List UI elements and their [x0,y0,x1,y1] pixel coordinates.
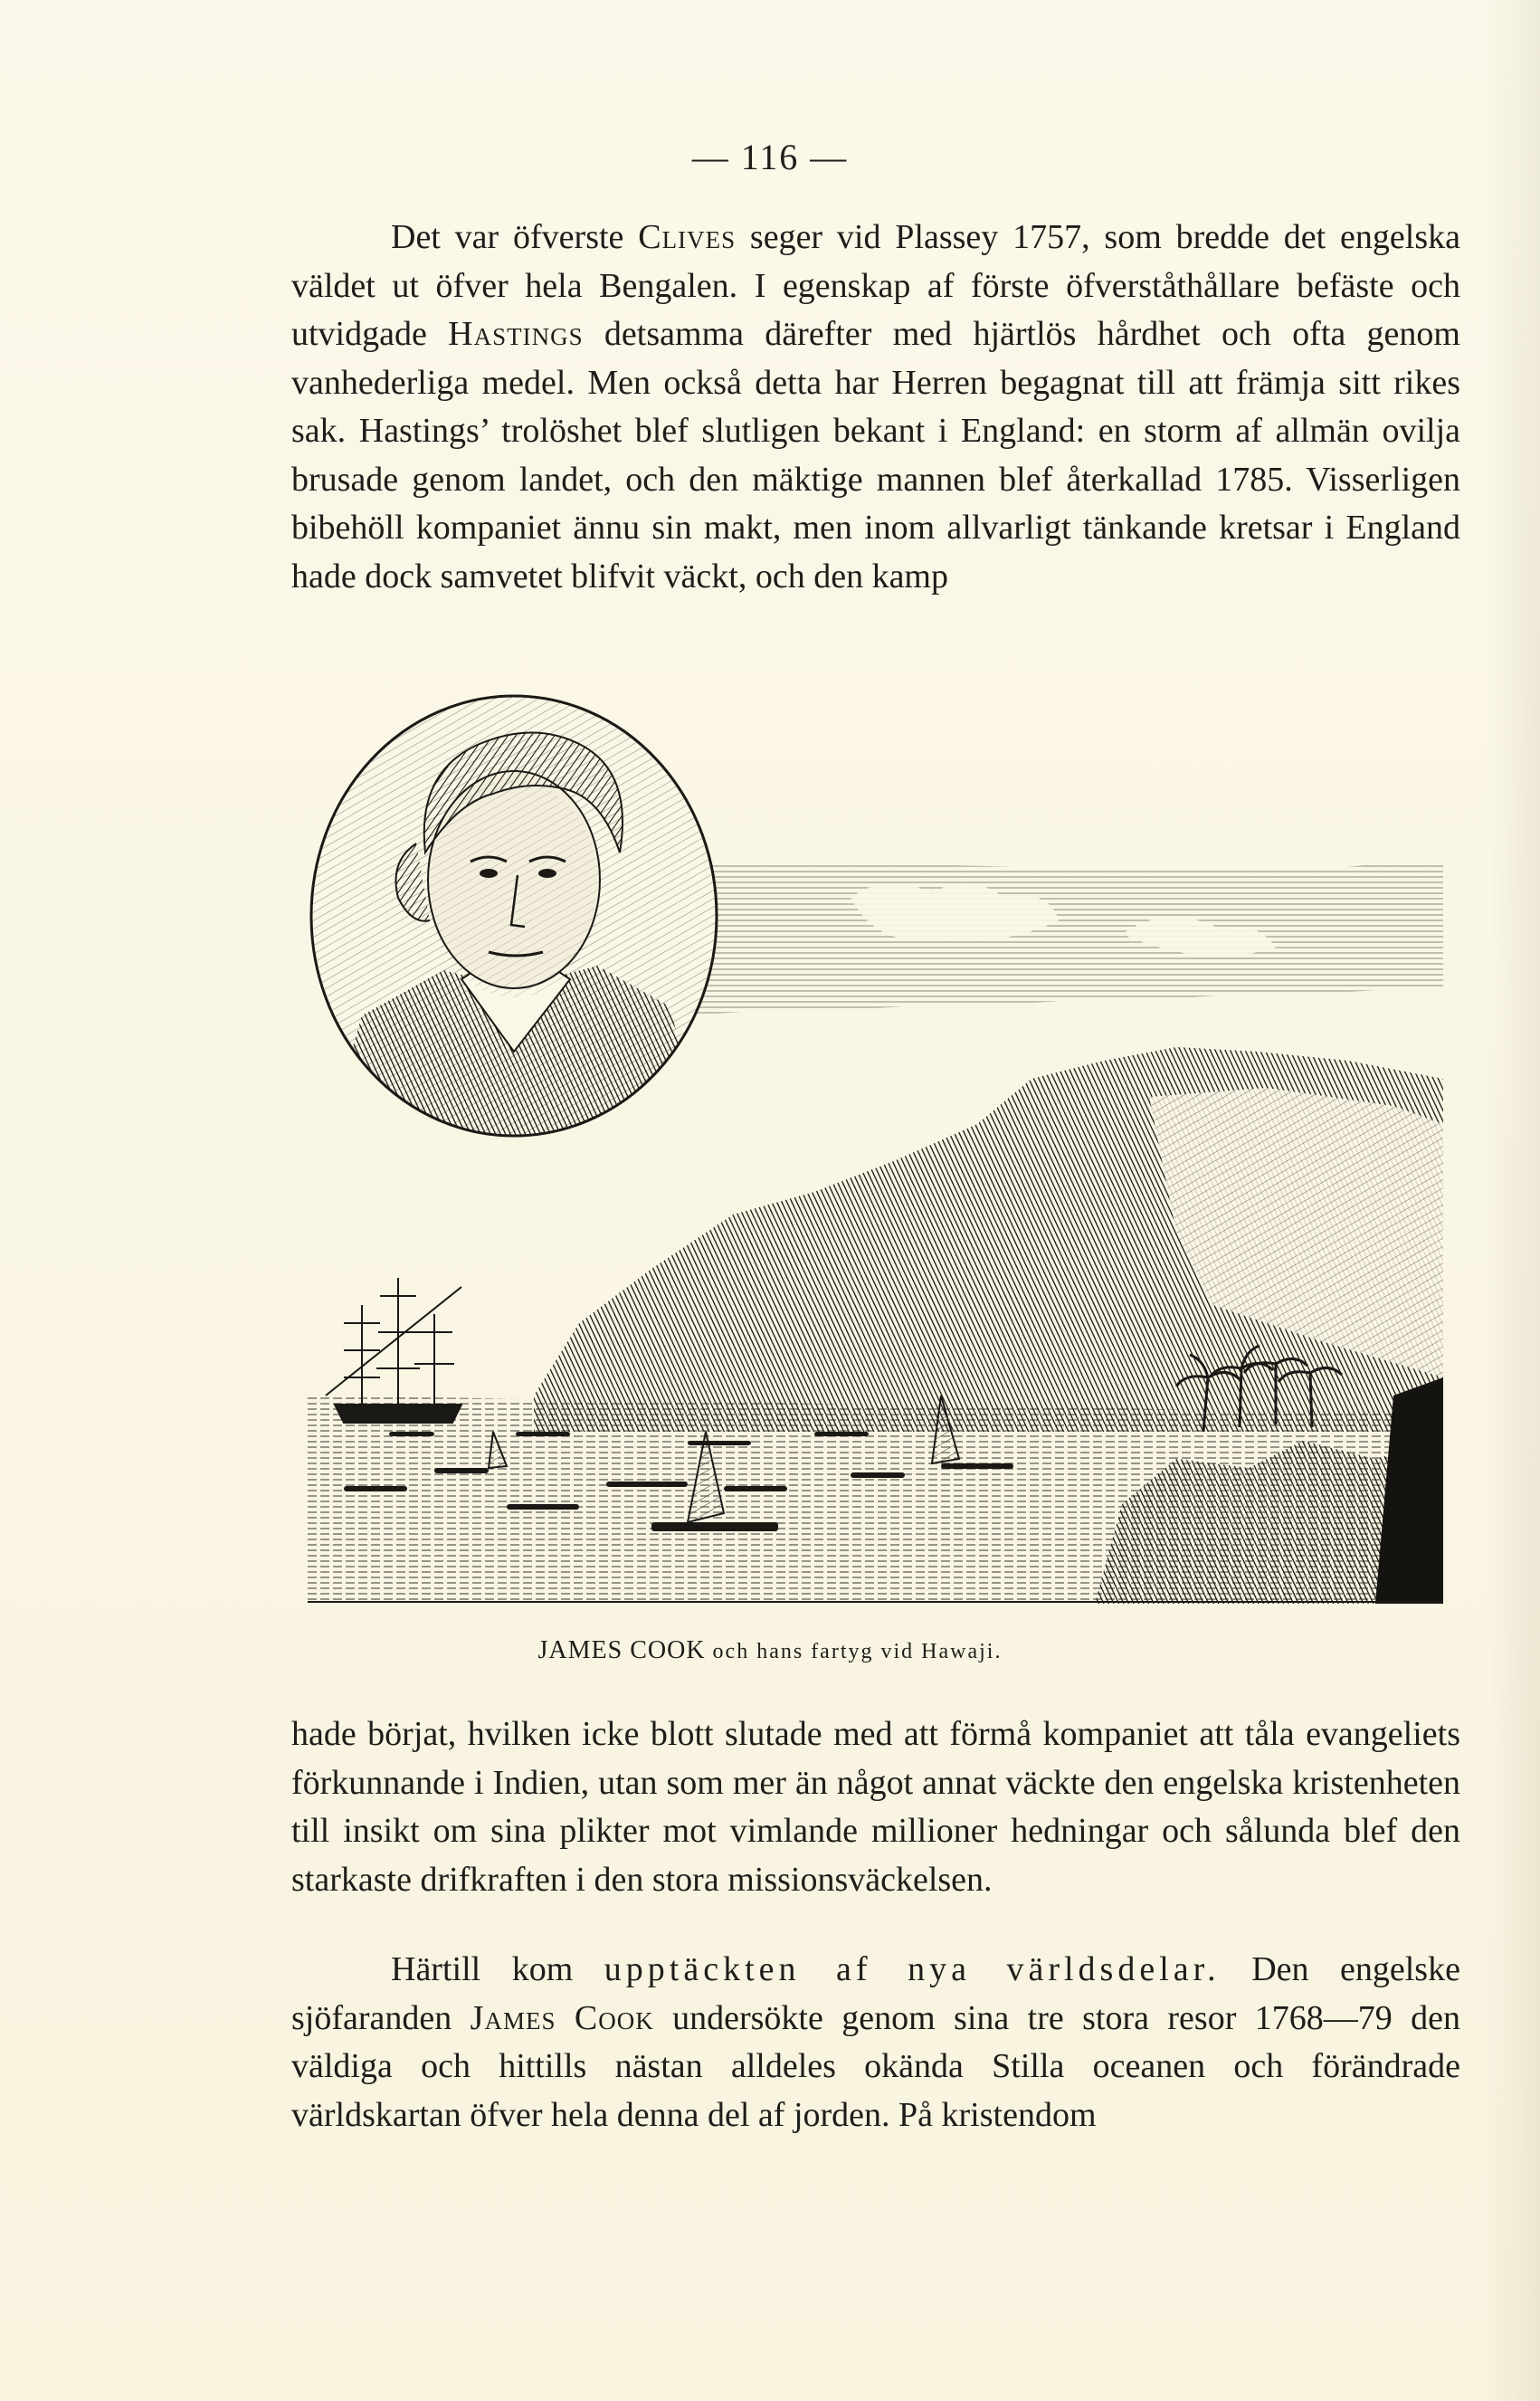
sky [651,862,1443,1015]
paragraph-clive-hastings [291,214,1460,601]
page-number: — 116 — [691,137,849,177]
paragraph-text: Det var öfverste Clives seger vid Plassey 1757, som bredde det engelska väldet ut öfver hela Bengalen. I egenskap af förste öfverståthållare befäste och utvidgade Hastings detsamma därefter med hjärtlös hårdhet och ofta genom vanhederliga medel. Men också detta har Herren begagnat till att främja sitt rikes sak. Hastings’ trolöshet blef slutligen bekant i England: en storm af allmän ovilja brusade genom landet, och den mäktige mannen blef återkallad 1785. Visserligen bibehöll kompaniet ännu sin makt, men inom allvarligt tänkande kretsar i England hade dock samvetet blifvit väckt, och den kamp [291,218,1460,595]
name-cook: Cook [574,1998,654,2037]
name-clives: Clives [638,218,737,256]
james-cook-portrait [308,690,724,1142]
paragraph-text: Härtill kom upptäckten af nya världsdelar. Den engelske sjöfaranden James Cook undersökte genom sina tre stora resor 1768—79 den väldiga och hittills nästan alldeles okända Stilla oceanen och förändrade världskartan öfver hela denna del af jorden. På kristendom [291,1950,1460,2134]
caption-name: JAMES COOK [537,1636,706,1664]
spaced-emphasis: upptäckten af nya världsdelar. [604,1950,1221,1988]
caption-text: och hans fartyg vid Hawaji. [712,1640,1003,1663]
name-james: James [470,1998,556,2037]
page-edge-shadow [1486,0,1540,2401]
paragraph-new-continents [291,1946,1460,2139]
paragraph-text: hade börjat, hvilken icke blott slutade med att förmå kompaniet att tåla evangeliets förkunnande i Indien, utan som mer än något annat väckte den engelska kristenheten till insikt om sina plikter mot vimlande millioner hedningar och sålunda blef den starkaste drifkraften i den stora missionsväckelsen. [291,1715,1460,1899]
name-hastings: Hastings [448,315,584,353]
cook-hawaii-engraving [308,690,1443,1604]
paragraph-missionary-awakening [291,1710,1460,1904]
figure-caption [0,1636,1540,1665]
